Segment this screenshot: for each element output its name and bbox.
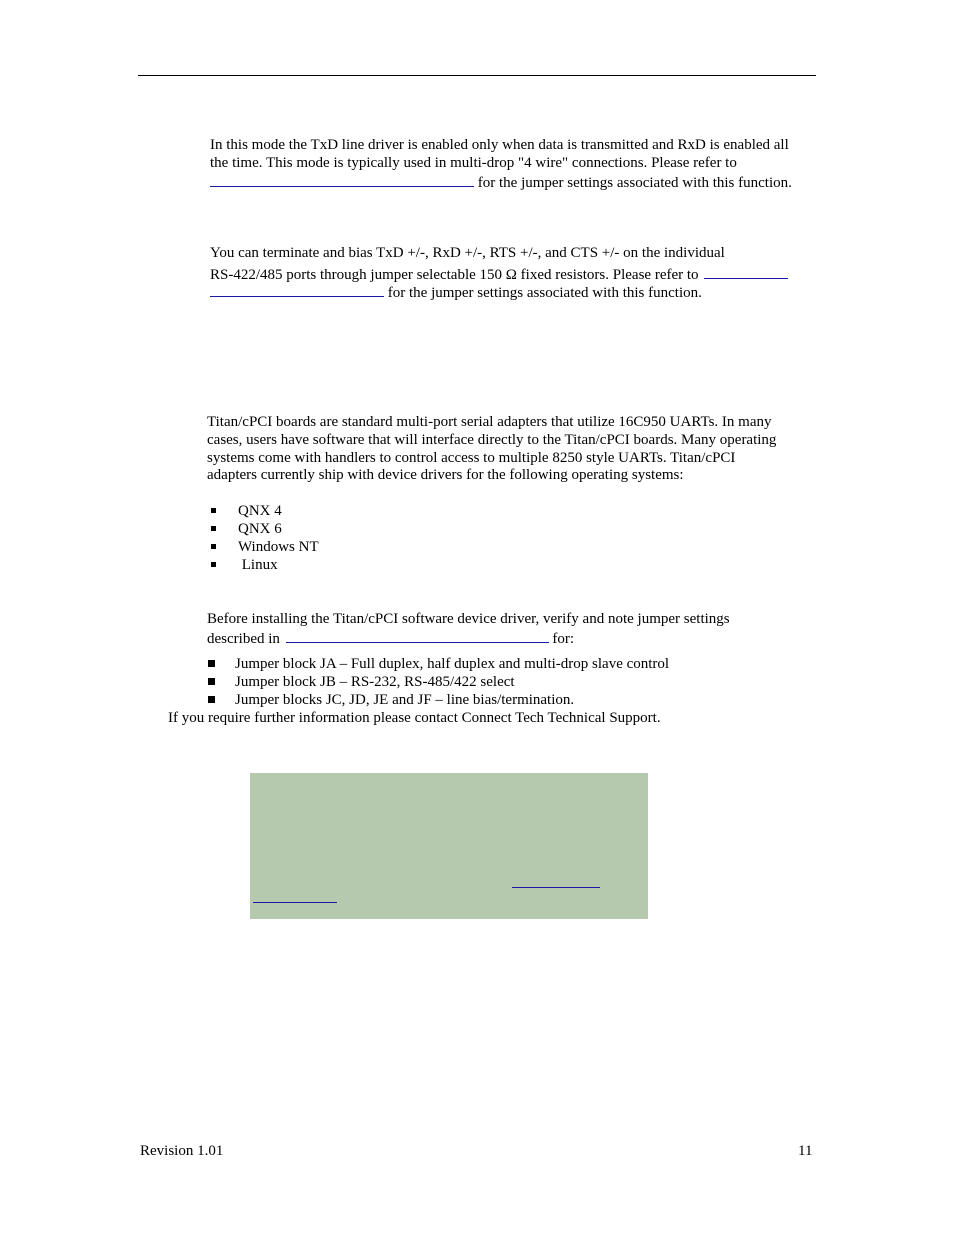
drivers-line-2: cases, users have software that will interface directly to the Titan/cPCI boards. Many operating xyxy=(207,432,777,448)
termination-link-end[interactable] xyxy=(210,282,384,297)
termination-line-3 xyxy=(210,282,702,302)
footer-revision: Revision 1.01 xyxy=(140,1143,224,1159)
jumper-list-item: Jumper block JB – RS-232, RS-485/422 select xyxy=(235,674,515,690)
txd-mode-line-3-text: for the jumper settings associated with this function. xyxy=(477,175,792,191)
jumper-list-item: Jumper block JA – Full duplex, half duplex and multi-drop slave control xyxy=(235,656,670,672)
bullet-icon xyxy=(211,526,216,531)
note-box xyxy=(250,773,648,919)
install-line-1: Before installing the Titan/cPCI software device driver, verify and note jumper settings xyxy=(207,611,730,627)
txd-mode-line-3 xyxy=(210,172,792,192)
termination-link-start[interactable] xyxy=(704,264,788,279)
termination-line-3-text: for the jumper settings associated with this function. xyxy=(387,285,702,301)
termination-line-2 xyxy=(210,264,788,284)
install-jumper-link[interactable] xyxy=(286,628,549,643)
install-line-2-end: for: xyxy=(552,631,575,647)
bullet-icon xyxy=(211,544,216,549)
bullet-icon xyxy=(208,678,215,685)
txd-mode-line-2: the time. This mode is typically used in multi-drop "4 wire" connections. Please refer to xyxy=(210,155,737,171)
jumper-list-item: Jumper blocks JC, JD, JE and JF – line bias/termination. xyxy=(235,692,575,708)
note-box-link-end[interactable] xyxy=(253,902,337,903)
footer-page-number: 11 xyxy=(798,1143,813,1159)
bullet-icon xyxy=(208,660,215,667)
jumper-settings-link[interactable] xyxy=(210,172,474,187)
drivers-line-1: Titan/cPCI boards are standard multi-port serial adapters that utilize 16C950 UARTs. In many xyxy=(207,414,772,430)
txd-mode-line-1: In this mode the TxD line driver is enabled only when data is transmitted and RxD is enabled all xyxy=(210,137,789,153)
drivers-line-4: adapters currently ship with device drivers for the following operating systems: xyxy=(207,467,684,483)
bullet-icon xyxy=(211,508,216,513)
drivers-line-3: systems come with handlers to control access to multiple 8250 style UARTs. Titan/cPCI xyxy=(207,450,736,466)
header-rule xyxy=(138,75,816,76)
os-list-item: Windows NT xyxy=(238,539,319,555)
install-line-2-text: described in xyxy=(207,631,280,647)
install-line-2 xyxy=(207,628,574,648)
bullet-icon xyxy=(208,696,215,703)
note-box-link-start[interactable] xyxy=(512,887,600,888)
termination-line-2-text: RS-422/485 ports through jumper selectable 150 Ω fixed resistors. Please refer to xyxy=(210,267,699,283)
os-list-item: QNX 4 xyxy=(238,503,282,519)
os-list-item: QNX 6 xyxy=(238,521,282,537)
bullet-icon xyxy=(211,562,216,567)
os-list-item: Linux xyxy=(238,557,278,573)
support-line: If you require further information please contact Connect Tech Technical Support. xyxy=(168,710,661,726)
termination-line-1: You can terminate and bias TxD +/-, RxD +/-, RTS +/-, and CTS +/- on the individual xyxy=(210,245,725,261)
